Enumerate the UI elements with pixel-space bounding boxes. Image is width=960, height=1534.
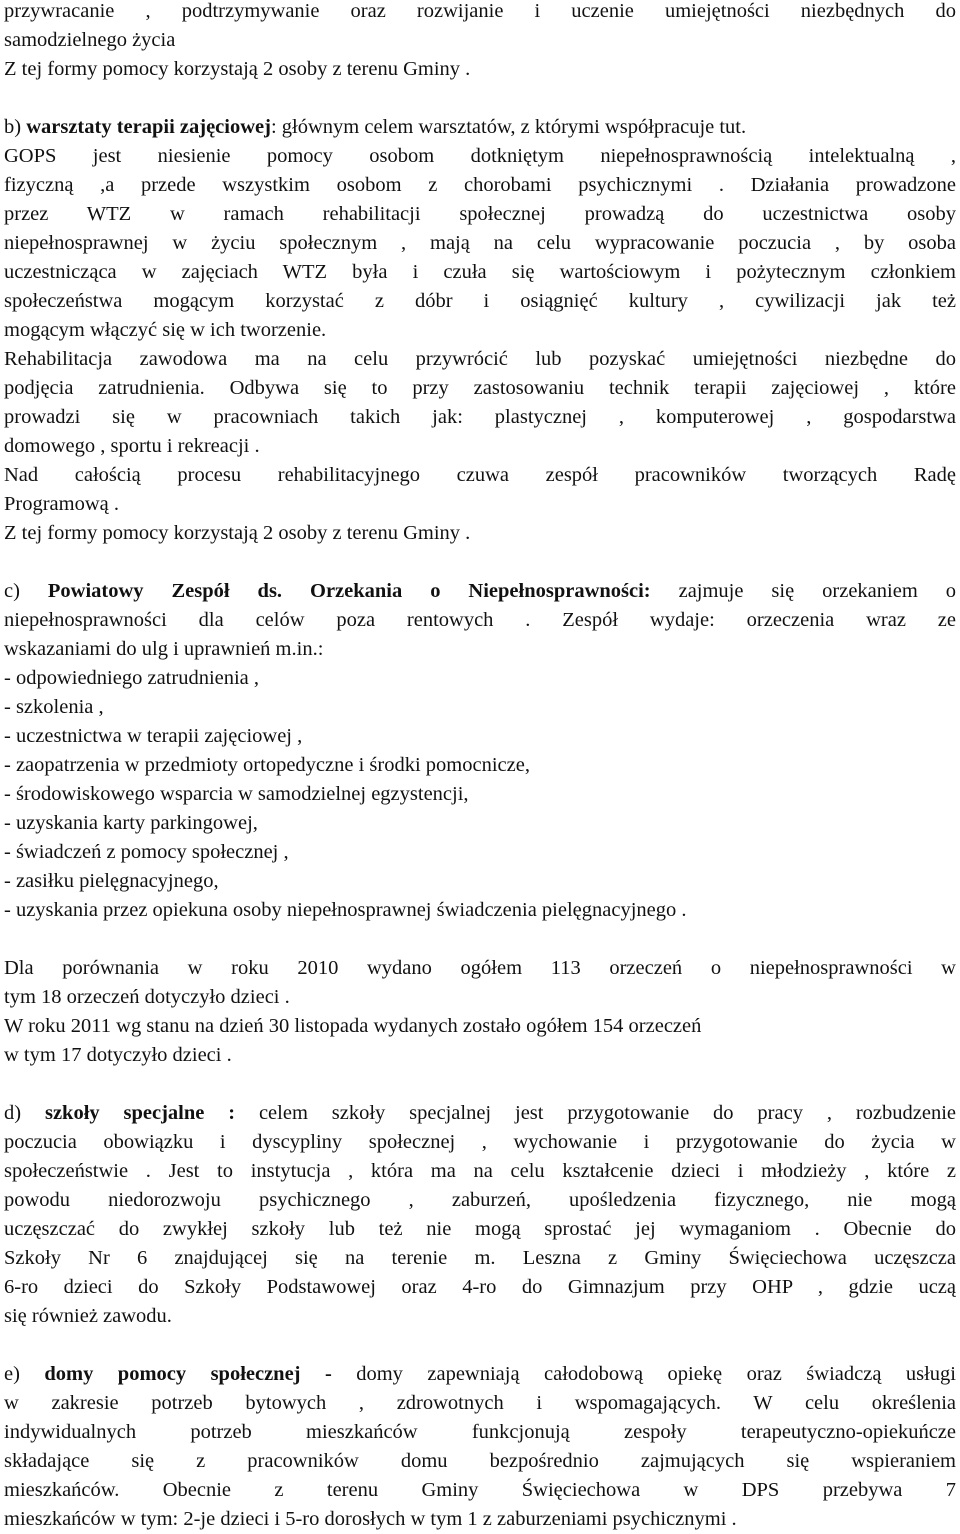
text-line bbox=[4, 229, 956, 258]
body-text: b) bbox=[4, 116, 27, 138]
body-text: się również zawodu. bbox=[4, 1305, 172, 1327]
bold-heading-text: Powiatowy Zespół ds. Orzekania o Niepełnosprawności: bbox=[47, 580, 651, 602]
body-text: : głównym celem warsztatów, z którymi współpracuje tut. bbox=[270, 116, 747, 138]
text-line bbox=[4, 838, 956, 867]
text-line bbox=[4, 171, 956, 200]
text-line bbox=[4, 345, 956, 374]
text-line bbox=[4, 0, 956, 26]
text-line bbox=[4, 577, 956, 606]
text-line bbox=[4, 693, 956, 722]
bold-heading-text: domy pomocy społecznej - bbox=[44, 1363, 332, 1385]
text-line bbox=[4, 55, 956, 84]
text-line bbox=[4, 606, 956, 635]
body-text: prowadzi się w pracowniach takich jak: plastycznej , komputerowej , gospodarstwa bbox=[4, 406, 956, 428]
body-text: przywracanie , podtrzymywanie oraz rozwijanie i uczenie umiejętności niezbędnych do bbox=[4, 0, 956, 22]
body-text: e) bbox=[4, 1363, 45, 1385]
text-line bbox=[4, 1505, 956, 1534]
text-line bbox=[4, 1099, 956, 1128]
text-line bbox=[4, 1273, 956, 1302]
body-text: domy zapewniają całodobową opiekę oraz świadczą usługi bbox=[331, 1363, 956, 1385]
text-line bbox=[4, 1186, 956, 1215]
body-text: - uzyskania karty parkingowej, bbox=[4, 812, 258, 834]
body-text: - szkolenia , bbox=[4, 696, 104, 718]
text-line bbox=[4, 432, 956, 461]
body-text: - zaopatrzenia w przedmioty ortopedyczne i środki pomocnicze, bbox=[4, 754, 530, 776]
body-text: społeczeństwa mogącym korzystać z dóbr i osiągnięć kultury , cywilizacji jak też bbox=[4, 290, 956, 312]
body-text: przez WTZ w ramach rehabilitacji społecznej prowadzą do uczestnictwa osoby bbox=[4, 203, 956, 225]
text-line bbox=[4, 1360, 956, 1389]
body-text: - środowiskowego wsparcia w samodzielnej egzystencji, bbox=[4, 783, 469, 805]
body-text: c) bbox=[4, 580, 48, 602]
text-line bbox=[4, 142, 956, 171]
body-text: mieszkańców w tym: 2-je dzieci i 5-ro dorosłych w tym 1 z zaburzeniami psychicznymi . bbox=[4, 1508, 737, 1530]
body-text: zajmuje się orzekaniem o bbox=[650, 580, 956, 602]
text-line bbox=[4, 1157, 956, 1186]
body-text: tym 18 orzeczeń dotyczyło dzieci . bbox=[4, 986, 290, 1008]
text-line bbox=[4, 635, 956, 664]
bold-heading-text: warsztaty terapii zajęciowej bbox=[26, 116, 271, 138]
body-text: społeczeństwie . Jest to instytucja , która ma na celu kształcenie dzieci i młodzieży , które z bbox=[4, 1160, 956, 1182]
text-line bbox=[4, 1012, 956, 1041]
body-text: uczęszczać do zwykłej szkoły lub też nie mogą sprostać jej wymaganiom . Obecnie do bbox=[4, 1218, 956, 1240]
text-line bbox=[4, 490, 956, 519]
body-text: 6-ro dzieci do Szkoły Podstawowej oraz 4-ro do Gimnazjum przy OHP , gdzie uczą bbox=[4, 1276, 956, 1298]
body-text: w zakresie potrzeb bytowych , zdrowotnych i wspomagających. W celu określenia bbox=[4, 1392, 956, 1414]
text-line bbox=[4, 316, 956, 345]
text-line bbox=[4, 1041, 956, 1070]
body-text: Programową . bbox=[4, 493, 120, 515]
body-text: domowego , sportu i rekreacji . bbox=[4, 435, 260, 457]
body-text: poczucia obowiązku i dyscypliny społecznej , wychowanie i przygotowanie do życia w bbox=[4, 1131, 956, 1153]
text-line bbox=[4, 1389, 956, 1418]
text-line bbox=[4, 519, 956, 548]
text-line bbox=[4, 1128, 956, 1157]
text-line bbox=[4, 403, 956, 432]
text-line bbox=[4, 1215, 956, 1244]
text-line bbox=[4, 258, 956, 287]
text-line bbox=[4, 461, 956, 490]
body-text: Z tej formy pomocy korzystają 2 osoby z terenu Gminy . bbox=[4, 522, 471, 544]
text-line bbox=[4, 664, 956, 693]
body-text: niepełnosprawnej w życiu społecznym , mają na celu wypracowanie poczucia , by osoba bbox=[4, 232, 956, 254]
body-text: Nad całością procesu rehabilitacyjnego czuwa zespół pracowników tworzących Radę bbox=[4, 464, 956, 486]
body-text: Szkoły Nr 6 znajdującej się na terenie m. Leszna z Gminy Święciechowa uczęszcza bbox=[4, 1247, 956, 1269]
body-text: wskazaniami do ulg i uprawnień m.in.: bbox=[4, 638, 324, 660]
body-text: - zasiłku pielęgnacyjnego, bbox=[4, 870, 219, 892]
text-line bbox=[4, 1244, 956, 1273]
body-text: Z tej formy pomocy korzystają 2 osoby z terenu Gminy . bbox=[4, 58, 471, 80]
text-line bbox=[4, 780, 956, 809]
body-text: - świadczeń z pomocy społecznej , bbox=[4, 841, 289, 863]
body-text: Rehabilitacja zawodowa ma na celu przywrócić lub pozyskać umiejętności niezbędne do bbox=[4, 348, 956, 370]
body-text: - uzyskania przez opiekuna osoby niepełnosprawnej świadczenia pielęgnacyjnego . bbox=[4, 899, 687, 921]
body-text: podjęcia zatrudnienia. Odbywa się to przy zastosowaniu technik terapii zajęciowej , które bbox=[4, 377, 956, 399]
body-text: - uczestnictwa w terapii zajęciowej , bbox=[4, 725, 303, 747]
text-line bbox=[4, 983, 956, 1012]
body-text: fizyczną ,a przede wszystkim osobom z chorobami psychicznymi . Działania prowadzone bbox=[4, 174, 956, 196]
body-text: składające się z pracowników domu bezpośrednio zajmujących się wspieraniem bbox=[4, 1450, 956, 1472]
body-text: powodu niedorozwoju psychicznego , zaburzeń, upośledzenia fizycznego, nie mogą bbox=[4, 1189, 956, 1211]
text-line bbox=[4, 26, 956, 55]
body-text: - odpowiedniego zatrudnienia , bbox=[4, 667, 260, 689]
body-text: celem szkoły specjalnej jest przygotowanie do pracy , rozbudzenie bbox=[235, 1102, 956, 1124]
text-line bbox=[4, 954, 956, 983]
body-text: Dla porównania w roku 2010 wydano ogółem 113 orzeczeń o niepełnosprawności w bbox=[4, 957, 956, 979]
text-line bbox=[4, 867, 956, 896]
text-line bbox=[4, 751, 956, 780]
text-line bbox=[4, 113, 956, 142]
body-text: indywidualnych potrzeb mieszkańców funkcjonują zespoły terapeutyczno-opiekuńcze bbox=[4, 1421, 956, 1443]
text-line bbox=[4, 287, 956, 316]
text-line bbox=[4, 722, 956, 751]
text-line bbox=[4, 200, 956, 229]
text-line bbox=[4, 1447, 956, 1476]
body-text: GOPS jest niesienie pomocy osobom dotkniętym niepełnosprawnością intelektualną , bbox=[4, 145, 956, 167]
body-text: d) bbox=[4, 1102, 45, 1124]
text-line bbox=[4, 374, 956, 403]
body-text: uczestnicząca w zajęciach WTZ była i czuła się wartościowym i pożytecznym członkiem bbox=[4, 261, 956, 283]
text-line bbox=[4, 809, 956, 838]
text-line bbox=[4, 1418, 956, 1447]
bold-heading-text: szkoły specjalne : bbox=[44, 1102, 236, 1124]
text-line bbox=[4, 896, 956, 925]
body-text: w tym 17 dotyczyło dzieci . bbox=[4, 1044, 232, 1066]
body-text: samodzielnego życia bbox=[4, 29, 176, 51]
body-text: W roku 2011 wg stanu na dzień 30 listopada wydanych zostało ogółem 154 orzeczeń bbox=[4, 1015, 702, 1037]
body-text: niepełnosprawności dla celów poza rentowych . Zespół wydaje: orzeczenia wraz ze bbox=[4, 609, 956, 631]
body-text: mieszkańców. Obecnie z terenu Gminy Święciechowa w DPS przebywa 7 bbox=[4, 1479, 956, 1501]
text-line bbox=[4, 1302, 956, 1331]
body-text: mogącym włączyć się w ich tworzenie. bbox=[4, 319, 327, 341]
text-line bbox=[4, 1476, 956, 1505]
